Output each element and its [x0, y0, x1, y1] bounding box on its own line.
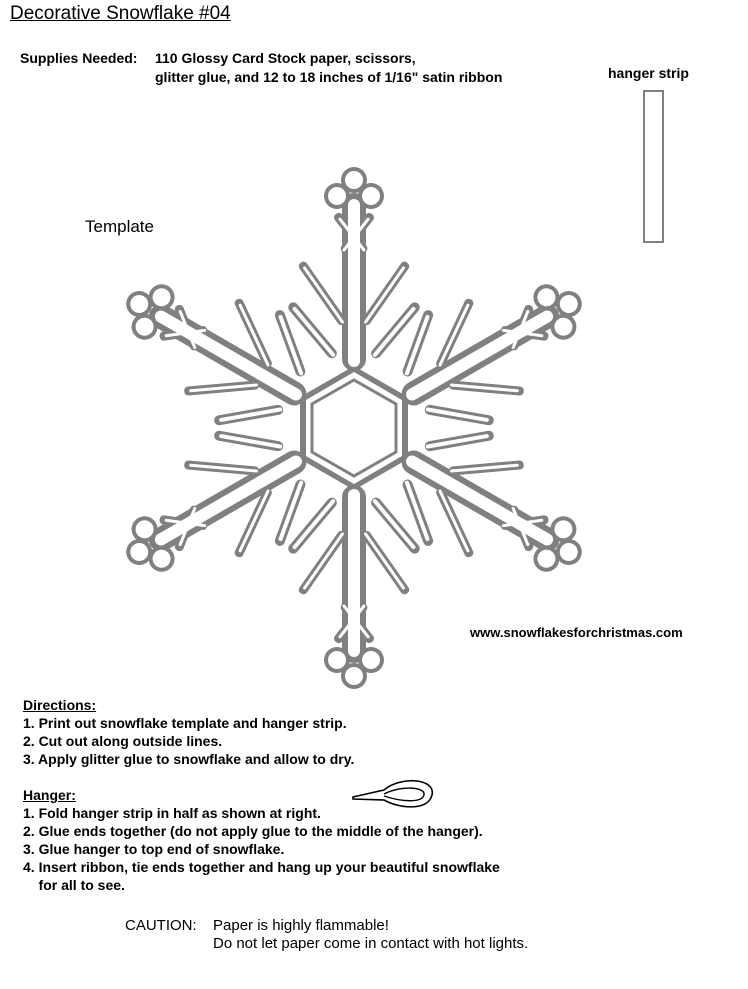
caution-line-1: Paper is highly flammable!	[213, 917, 389, 934]
directions-step-3: 3. Apply glitter glue to snowflake and allow to dry.	[23, 751, 355, 767]
directions-step-1: 1. Print out snowflake template and hanger strip.	[23, 715, 347, 731]
supplies-line-1: 110 Glossy Card Stock paper, scissors,	[155, 50, 416, 66]
folded-hanger-icon	[350, 778, 440, 814]
hanger-strip-label: hanger strip	[608, 65, 689, 81]
hanger-step-3: 3. Glue hanger to top end of snowflake.	[23, 841, 285, 857]
website-url: www.snowflakesforchristmas.com	[470, 625, 683, 640]
caution-line-2: Do not let paper come in contact with hot lights.	[213, 935, 529, 952]
hanger-step-1: 1. Fold hanger strip in half as shown at right.	[23, 805, 321, 821]
hanger-step-2: 2. Glue ends together (do not apply glue to the middle of the hanger).	[23, 823, 483, 839]
directions-step-2: 2. Cut out along outside lines.	[23, 733, 223, 749]
page-title: Decorative Snowflake #04	[10, 3, 231, 24]
template-label: Template	[85, 217, 154, 236]
hanger-heading: Hanger:	[23, 787, 76, 803]
supplies-line-2: glitter glue, and 12 to 18 inches of 1/16" satin ribbon	[155, 69, 503, 85]
hanger-step-4: 4. Insert ribbon, tie ends together and hang up your beautiful snowflake	[23, 859, 500, 875]
hanger-step-4-continued: for all to see.	[23, 877, 125, 893]
directions-heading: Directions:	[23, 697, 97, 713]
supplies-label: Supplies Needed:	[20, 50, 138, 66]
caution-label: CAUTION:	[125, 917, 197, 934]
